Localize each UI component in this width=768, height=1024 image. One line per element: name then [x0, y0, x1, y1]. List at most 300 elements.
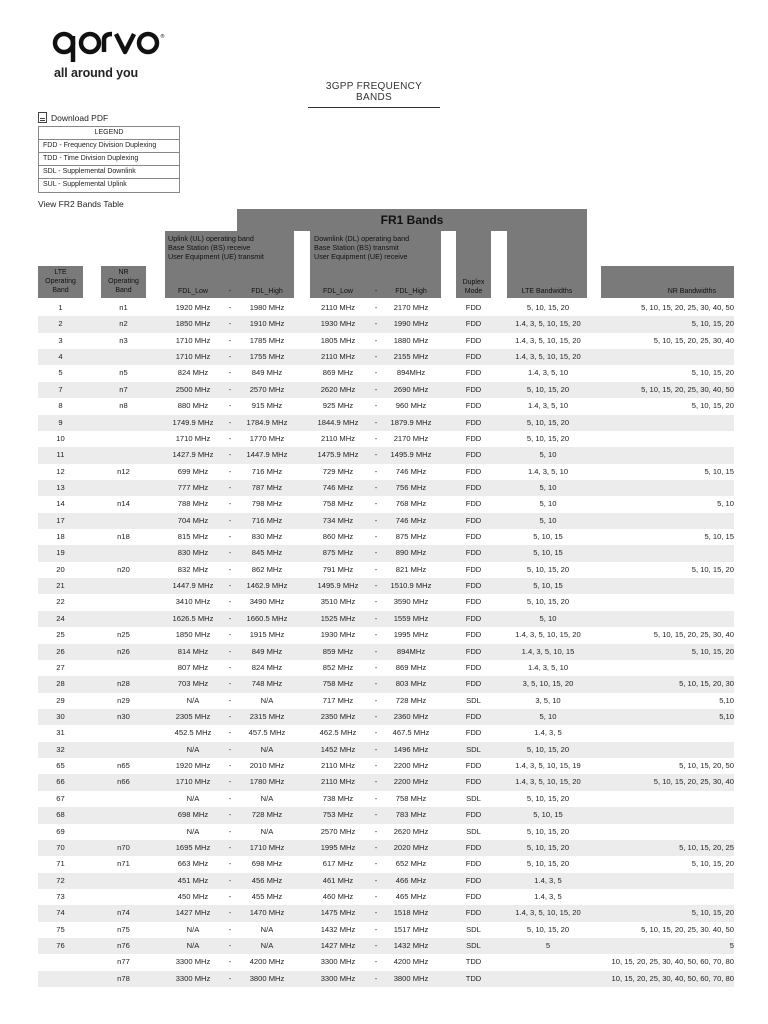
dl-high-cell: 2170 MHz	[393, 433, 429, 443]
dl-low-cell: 460 MHz	[322, 891, 354, 901]
ul-high-cell: 824 MHz	[251, 662, 283, 672]
ul-low-cell: 3410 MHz	[175, 597, 211, 607]
ul-dash-cell: -	[228, 613, 232, 623]
lte-bw-cell: 1.4, 3, 5	[534, 891, 562, 901]
ul-low-cell: 1710 MHz	[175, 777, 211, 787]
nr-band-cell: n14	[117, 499, 130, 509]
ul-high-cell: 716 MHz	[251, 466, 283, 476]
lte-band-cell: 12	[56, 466, 65, 476]
duplex-cell: FDD	[465, 630, 482, 640]
ul-low-cell: 699 MHz	[177, 466, 209, 476]
nr-bw-cell: 5, 10, 15, 20, 25, 30, 40	[653, 777, 734, 787]
lte-band-cell: 73	[56, 891, 65, 901]
ul-high-cell: N/A	[260, 793, 274, 803]
lte-band-cell: 68	[56, 810, 65, 820]
ul-dash-cell: -	[228, 499, 232, 509]
table-row	[38, 627, 734, 643]
nr-band-cell: n20	[117, 564, 130, 574]
ul-high-cell: N/A	[260, 826, 274, 836]
nr-bw-cell: 10, 15, 20, 25, 30, 40, 50, 60, 70, 80	[611, 973, 734, 983]
nr-band-cell: n28	[117, 679, 130, 689]
dl-low-cell: 860 MHz	[322, 532, 354, 542]
download-pdf-link[interactable]	[38, 112, 108, 123]
duplex-cell: FDD	[465, 662, 482, 672]
dl-dash-cell: -	[374, 515, 378, 525]
ul-low-cell: 703 MHz	[177, 679, 209, 689]
dl-high-header: FDL_High	[395, 288, 427, 295]
duplex-cell: FDD	[465, 401, 482, 411]
nr-band-cell: n75	[117, 924, 130, 934]
table-row	[38, 791, 734, 807]
downlink-description: Downlink (DL) operating band Base Station (BS) transmit User Equipment (UE) receive	[314, 234, 410, 261]
table-row	[38, 856, 734, 872]
brand-tagline: all around you	[54, 66, 139, 80]
lte-band-cell: 25	[56, 630, 65, 640]
ul-high-cell: 830 MHz	[251, 532, 283, 542]
legend-box	[38, 126, 180, 193]
dl-low-cell: 462.5 MHz	[319, 728, 357, 738]
dl-high-cell: 466 MHz	[395, 875, 427, 885]
ul-high-cell: N/A	[260, 924, 274, 934]
table-row	[38, 889, 734, 905]
dl-dash-cell: -	[374, 826, 378, 836]
dl-low-cell: 875 MHz	[322, 548, 354, 558]
ul-dash-cell: -	[228, 957, 232, 967]
duplex-cell: FDD	[465, 777, 482, 787]
dl-low-cell: 1452 MHz	[320, 744, 356, 754]
lte-bw-cell: 1.4, 3, 5, 10	[527, 368, 569, 378]
dl-high-cell: 756 MHz	[395, 482, 427, 492]
ul-dash-cell: -	[228, 548, 232, 558]
dl-high-cell: 1510.9 MHz	[390, 581, 432, 591]
dl-low-cell: 1475 MHz	[320, 908, 356, 918]
ul-high-cell: 849 MHz	[251, 368, 283, 378]
duplex-cell: FDD	[465, 319, 482, 329]
dl-high-cell: 2690 MHz	[393, 384, 429, 394]
lte-bw-cell: 1.4, 3, 5, 10	[527, 401, 569, 411]
dl-high-cell: 1879.9 MHz	[390, 417, 432, 427]
lte-band-cell: 24	[56, 613, 65, 623]
dl-low-cell: 1930 MHz	[320, 630, 356, 640]
nr-bw-cell: 5, 10, 15, 20, 25	[679, 842, 734, 852]
lte-band-cell: 11	[56, 450, 65, 460]
table-row	[38, 742, 734, 758]
fr1-band-table	[38, 300, 734, 987]
ul-dash-cell: -	[228, 908, 232, 918]
ul-low-cell: 1920 MHz	[175, 303, 211, 312]
ul-low-cell: 832 MHz	[177, 564, 209, 574]
lte-bw-cell: 5, 10, 15, 20	[526, 744, 570, 754]
table-row	[38, 562, 734, 578]
nr-band-cell: n77	[117, 957, 130, 967]
duplex-cell: SDL	[466, 793, 481, 803]
duplex-cell: FDD	[465, 875, 482, 885]
nr-bw-cell: 5, 10, 15, 20	[691, 564, 734, 574]
lte-band-cell: 18	[56, 532, 65, 542]
ul-high-cell: 2570 MHz	[249, 384, 285, 394]
duplex-cell: FDD	[465, 352, 482, 362]
ul-dash-cell: -	[228, 417, 232, 427]
duplex-cell: SDL	[466, 924, 481, 934]
ul-high-cell: 1770 MHz	[249, 433, 285, 443]
nr-band-cell: n1	[119, 303, 128, 312]
nr-bw-cell: 5	[729, 941, 734, 951]
nr-bw-cell: 5, 10, 15, 20, 50	[679, 761, 734, 771]
ul-dash-cell: -	[228, 384, 232, 394]
dl-dash-cell: -	[374, 777, 378, 787]
nr-bw-cell: 5, 10, 15, 20	[691, 908, 734, 918]
nr-bw-cell: 5, 10, 15, 20, 25, 30. 40, 50	[641, 924, 734, 934]
lte-bw-cell: 5, 10	[539, 515, 557, 525]
duplex-cell: FDD	[465, 515, 482, 525]
duplex-cell: FDD	[465, 532, 482, 542]
lte-bw-cell: 5, 10, 15, 20	[526, 597, 570, 607]
dl-dash-cell: -	[374, 532, 378, 542]
legend-item: SUL - Supplemental Uplink	[43, 181, 127, 188]
dl-dash-cell: -	[374, 761, 378, 771]
table-row	[38, 611, 734, 627]
nr-band-cell: n29	[117, 695, 130, 705]
lte-bw-cell: 1.4, 3, 5	[534, 728, 562, 738]
dl-dash-cell: -	[374, 417, 378, 427]
lte-bw-cell: 1.4, 3, 5, 10, 15, 20	[515, 908, 581, 918]
qorvo-wordmark	[52, 30, 174, 64]
dl-high-cell: 1559 MHz	[393, 613, 429, 623]
legend-item: FDD - Frequency Division Duplexing	[39, 140, 179, 153]
ul-high-cell: 4200 MHz	[249, 957, 285, 967]
ul-high-cell: 1660.5 MHz	[246, 613, 288, 623]
ul-low-cell: 788 MHz	[177, 499, 209, 509]
dl-high-cell: 467.5 MHz	[392, 728, 430, 738]
dl-dash-cell: -	[374, 368, 378, 378]
dl-high-cell: 821 MHz	[395, 564, 427, 574]
ul-low-cell: 698 MHz	[177, 810, 209, 820]
ul-dash-header: -	[228, 288, 232, 295]
ul-high-cell: 1462.9 MHz	[246, 581, 288, 591]
dl-high-cell: 728 MHz	[395, 695, 427, 705]
nr-bw-cell: 5, 10, 15, 20, 25, 30, 40, 50	[641, 384, 734, 394]
dl-low-cell: 1495.9 MHz	[317, 581, 359, 591]
lte-bw-cell: 1.4, 3, 5, 10, 15, 20	[515, 335, 581, 345]
dl-high-cell: 2360 MHz	[393, 711, 429, 721]
dl-low-cell: 925 MHz	[322, 401, 354, 411]
lte-band-cell: 65	[56, 761, 65, 771]
table-row	[38, 922, 734, 938]
ul-dash-cell: -	[228, 924, 232, 934]
ul-high-cell: N/A	[260, 695, 274, 705]
ul-high-cell: 748 MHz	[251, 679, 283, 689]
nr-band-cell: n18	[117, 532, 130, 542]
nr-band-cell: n26	[117, 646, 130, 656]
nr-band-cell: n74	[117, 908, 130, 918]
nr-bw-cell: 5, 10, 15, 20, 25, 30, 40	[653, 630, 734, 640]
dl-low-cell: 3300 MHz	[320, 957, 356, 967]
dl-high-cell: 1518 MHz	[393, 908, 429, 918]
lte-band-cell: 74	[56, 908, 65, 918]
dl-dash-cell: -	[374, 597, 378, 607]
table-row	[38, 709, 734, 725]
dl-dash-cell: -	[374, 319, 378, 329]
dl-dash-cell: -	[374, 613, 378, 623]
duplex-cell: SDL	[466, 941, 481, 951]
dl-low-cell: 859 MHz	[322, 646, 354, 656]
lte-band-cell: 20	[56, 564, 65, 574]
dl-dash-cell: -	[374, 662, 378, 672]
table-row	[38, 382, 734, 398]
dl-high-cell: 2020 MHz	[393, 842, 429, 852]
nr-bw-cell: 5, 10, 15, 20, 25, 30, 40, 50	[641, 303, 734, 312]
dl-low-cell: 1930 MHz	[320, 319, 356, 329]
ul-low-cell: 814 MHz	[177, 646, 209, 656]
dl-high-cell: 758 MHz	[395, 793, 427, 803]
lte-band-cell: 30	[56, 711, 65, 721]
lte-band-cell: 17	[56, 515, 65, 525]
dl-high-cell: 652 MHz	[395, 859, 427, 869]
lte-bw-cell: 3, 5, 10, 15, 20	[522, 679, 574, 689]
dl-low-cell: 869 MHz	[322, 368, 354, 378]
dl-dash-cell: -	[374, 875, 378, 885]
dl-dash-cell: -	[374, 482, 378, 492]
nr-bw-cell: 10, 15, 20, 25, 30, 40, 50, 60, 70, 80	[611, 957, 734, 967]
lte-bw-label: LTE Bandwidths	[521, 288, 573, 295]
lte-band-cell: 72	[56, 875, 65, 885]
dl-low-cell: 852 MHz	[322, 662, 354, 672]
duplex-cell: FDD	[465, 417, 482, 427]
lte-band-cell: 32	[56, 744, 65, 754]
ul-low-cell: 1710 MHz	[175, 352, 211, 362]
view-fr2-table-link[interactable]: View FR2 Bands Table	[38, 199, 124, 209]
dl-dash-cell: -	[374, 891, 378, 901]
dl-dash-header: -	[374, 288, 378, 295]
ul-low-cell: 2305 MHz	[175, 711, 211, 721]
dl-high-cell: 465 MHz	[395, 891, 427, 901]
ul-dash-cell: -	[228, 581, 232, 591]
dl-high-cell: 783 MHz	[395, 810, 427, 820]
ul-dash-cell: -	[228, 761, 232, 771]
duplex-cell: FDD	[465, 613, 482, 623]
ul-dash-cell: -	[228, 679, 232, 689]
lte-band-cell: 71	[56, 859, 65, 869]
ul-high-cell: 1780 MHz	[249, 777, 285, 787]
lte-bw-cell: 5	[545, 941, 551, 951]
ul-dash-cell: -	[228, 646, 232, 656]
lte-bw-cell: 1.4, 3, 5, 10, 15, 20	[515, 319, 581, 329]
dl-dash-cell: -	[374, 957, 378, 967]
duplex-cell: TDD	[465, 957, 482, 967]
ul-dash-cell: -	[228, 597, 232, 607]
dl-low-header: FDL_Low	[323, 288, 353, 295]
ul-high-cell: N/A	[260, 941, 274, 951]
table-row	[38, 415, 734, 431]
dl-dash-cell: -	[374, 433, 378, 443]
dl-dash-cell: -	[374, 499, 378, 509]
ul-dash-cell: -	[228, 891, 232, 901]
duplex-cell: FDD	[465, 810, 482, 820]
duplex-cell: SDL	[466, 826, 481, 836]
ul-dash-cell: -	[228, 793, 232, 803]
nr-band-cell: n2	[119, 319, 128, 329]
dl-high-cell: 960 MHz	[395, 401, 427, 411]
dl-high-cell: 746 MHz	[395, 515, 427, 525]
lte-bw-cell: 1.4, 3, 5, 10, 15, 20	[515, 630, 581, 640]
ul-dash-cell: -	[228, 564, 232, 574]
download-pdf-label: Download PDF	[51, 112, 109, 123]
table-row	[38, 676, 734, 692]
lte-band-cell: 28	[56, 679, 65, 689]
dl-dash-cell: -	[374, 941, 378, 951]
dl-dash-cell: -	[374, 842, 378, 852]
dl-low-cell: 746 MHz	[322, 482, 354, 492]
duplex-cell: FDD	[465, 908, 482, 918]
ul-low-cell: 3300 MHz	[175, 973, 211, 983]
ul-high-cell: 1785 MHz	[249, 335, 285, 345]
dl-high-cell: 1496 MHz	[393, 744, 429, 754]
dl-low-cell: 758 MHz	[322, 679, 354, 689]
ul-low-cell: N/A	[186, 695, 200, 705]
ul-dash-cell: -	[228, 401, 232, 411]
dl-high-cell: 1432 MHz	[393, 941, 429, 951]
ul-low-cell: 1626.5 MHz	[172, 613, 214, 623]
lte-band-cell: 4	[58, 352, 63, 362]
dl-dash-cell: -	[374, 335, 378, 345]
ul-dash-cell: -	[228, 303, 232, 312]
ul-high-cell: 455 MHz	[251, 891, 283, 901]
ul-dash-cell: -	[228, 711, 232, 721]
table-row	[38, 513, 734, 529]
lte-band-cell: 67	[56, 793, 65, 803]
duplex-cell: FDD	[465, 433, 482, 443]
lte-bw-cell: 5, 10, 15, 20	[526, 842, 570, 852]
lte-band-cell: 70	[56, 842, 65, 852]
dl-high-cell: 1517 MHz	[393, 924, 429, 934]
nr-bw-cell: 5, 10, 15, 20	[691, 401, 734, 411]
ul-dash-cell: -	[228, 515, 232, 525]
ul-high-cell: 787 MHz	[251, 482, 283, 492]
dl-high-cell: 869 MHz	[395, 662, 427, 672]
lte-band-cell: 21	[56, 581, 65, 591]
duplex-cell: FDD	[465, 728, 482, 738]
duplex-cell: SDL	[466, 695, 481, 705]
table-row	[38, 758, 734, 774]
dl-high-cell: 1880 MHz	[393, 335, 429, 345]
lte-band-cell: 31	[56, 728, 65, 738]
dl-high-cell: 2200 MHz	[393, 761, 429, 771]
ul-low-header: FDL_Low	[178, 288, 208, 295]
ul-dash-cell: -	[228, 941, 232, 951]
ul-high-cell: 698 MHz	[251, 859, 283, 869]
ul-high-cell: 1755 MHz	[249, 352, 285, 362]
ul-low-cell: 450 MHz	[177, 891, 209, 901]
table-row	[38, 774, 734, 790]
duplex-cell: FDD	[465, 679, 482, 689]
nr-bw-cell: 5,10	[719, 711, 734, 721]
lte-band-cell: 13	[56, 482, 65, 492]
nr-band-cell: n12	[117, 466, 130, 476]
nr-band-cell: n25	[117, 630, 130, 640]
dl-low-cell: 2350 MHz	[320, 711, 356, 721]
ul-high-cell: 915 MHz	[251, 401, 283, 411]
dl-low-cell: 791 MHz	[322, 564, 354, 574]
lte-bw-cell: 1.4, 3, 5, 10, 15	[521, 646, 575, 656]
ul-high-cell: 1784.9 MHz	[246, 417, 288, 427]
dl-high-cell: 894MHz	[396, 646, 426, 656]
lte-band-label: LTE Operating Band	[45, 269, 76, 294]
ul-low-cell: 777 MHz	[177, 482, 209, 492]
ul-low-cell: N/A	[186, 941, 200, 951]
ul-dash-cell: -	[228, 810, 232, 820]
lte-band-cell: 3	[58, 335, 63, 345]
lte-bw-cell: 5, 10, 15, 20	[526, 924, 570, 934]
ul-low-cell: N/A	[186, 744, 200, 754]
lte-band-cell: 26	[56, 646, 65, 656]
lte-band-cell: 19	[56, 548, 65, 558]
table-row	[38, 938, 734, 954]
table-row	[38, 725, 734, 741]
nr-band-label: NR Operating Band	[108, 269, 139, 294]
ul-low-cell: N/A	[186, 924, 200, 934]
lte-band-cell: 69	[56, 826, 65, 836]
duplex-cell: TDD	[465, 973, 482, 983]
table-row	[38, 447, 734, 463]
table-row	[38, 398, 734, 414]
dl-high-cell: 746 MHz	[395, 466, 427, 476]
nr-bw-cell: 5, 10, 15, 20, 25, 30, 40	[653, 335, 734, 345]
duplex-cell: FDD	[465, 564, 482, 574]
lte-band-cell: 9	[58, 417, 63, 427]
dl-high-cell: 3590 MHz	[393, 597, 429, 607]
dl-low-cell: 2110 MHz	[320, 777, 356, 787]
duplex-cell: FDD	[465, 384, 482, 394]
dl-high-cell: 1495.9 MHz	[390, 450, 432, 460]
uplink-description: Uplink (UL) operating band Base Station (BS) receive User Equipment (UE) transmit	[168, 234, 264, 261]
ul-low-cell: 1710 MHz	[175, 335, 211, 345]
lte-band-cell: 22	[56, 597, 65, 607]
lte-band-cell: 1	[58, 303, 63, 312]
ul-dash-cell: -	[228, 859, 232, 869]
qorvo-logo	[52, 30, 182, 80]
dl-low-cell: 2110 MHz	[320, 303, 356, 312]
nr-bw-cell: 5, 10, 15, 20	[691, 319, 734, 329]
dl-dash-cell: -	[374, 548, 378, 558]
dl-dash-cell: -	[374, 908, 378, 918]
nr-band-cell: n3	[119, 335, 128, 345]
table-row	[38, 349, 734, 365]
lte-bw-cell: 5, 10, 15, 20	[526, 564, 570, 574]
ul-dash-cell: -	[228, 842, 232, 852]
dl-dash-cell: -	[374, 401, 378, 411]
lte-band-cell: 76	[56, 941, 65, 951]
dl-high-cell: 803 MHz	[395, 679, 427, 689]
table-row	[38, 316, 734, 332]
pdf-file-icon	[38, 112, 47, 123]
ul-low-cell: 830 MHz	[177, 548, 209, 558]
dl-dash-cell: -	[374, 384, 378, 394]
ul-dash-cell: -	[228, 744, 232, 754]
ul-high-cell: 1710 MHz	[249, 842, 285, 852]
ul-high-cell: 1980 MHz	[249, 303, 285, 312]
ul-dash-cell: -	[228, 433, 232, 443]
lte-bw-cell: 5, 10, 15	[533, 532, 563, 542]
lte-bw-cell: 1.4, 3, 5	[534, 875, 562, 885]
dl-high-cell: 2155 MHz	[393, 352, 429, 362]
ul-high-cell: 1447.9 MHz	[246, 450, 288, 460]
dl-low-cell: 1427 MHz	[320, 941, 356, 951]
ul-low-cell: 815 MHz	[177, 532, 209, 542]
duplex-cell: FDD	[465, 466, 482, 476]
ul-low-cell: 704 MHz	[177, 515, 209, 525]
lte-bw-cell: 5, 10, 15, 20	[526, 433, 570, 443]
ul-low-cell: 880 MHz	[177, 401, 209, 411]
